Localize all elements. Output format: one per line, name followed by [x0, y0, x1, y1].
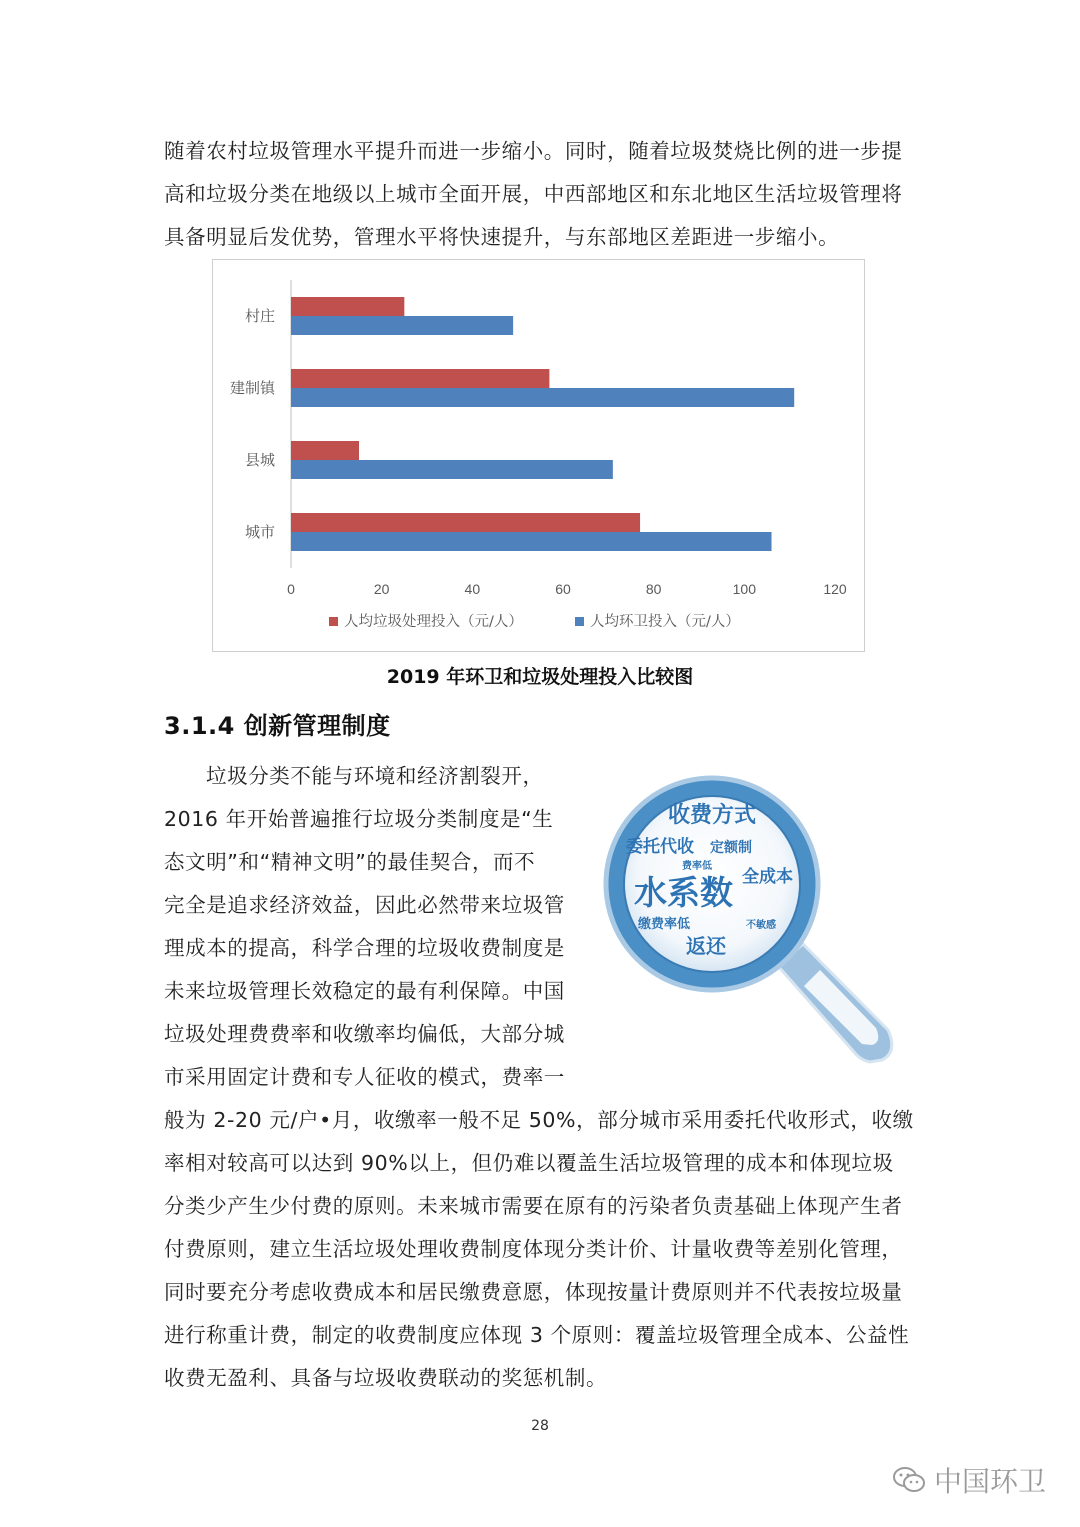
x-tick-label: 20 — [373, 581, 390, 597]
y-category-label: 建制镇 — [229, 379, 275, 397]
chart-caption: 2019 年环卫和垃圾处理投入比较图 — [386, 666, 694, 688]
text-line: 态文明”和“精神文明”的最佳契合，而不 — [164, 850, 536, 874]
bar-sanitation — [291, 460, 613, 479]
x-tick-label: 80 — [645, 581, 662, 597]
text-line: 未来垃圾管理长效稳定的最有利保障。中国 — [164, 979, 565, 1003]
legend-swatch — [575, 617, 584, 626]
bar-sanitation — [291, 532, 772, 551]
text-line: 率相对较高可以达到 90%以上，但仍难以覆盖生活垃圾管理的成本和体现垃圾 — [164, 1151, 894, 1175]
word-cloud-word: 委托代收 — [626, 837, 694, 856]
text-line: 高和垃圾分类在地级以上城市全面开展，中西部地区和东北地区生活垃圾管理将 — [164, 182, 903, 206]
bar-garbage-processing — [291, 513, 640, 532]
x-tick-label: 100 — [732, 581, 757, 597]
text-line: 完全是追求经济效益，因此必然带来垃圾管 — [164, 893, 565, 917]
text-line: 市采用固定计费和专人征收的模式，费率一 — [164, 1065, 565, 1089]
word-cloud-word: 缴费率低 — [638, 916, 691, 931]
legend-swatch — [329, 617, 338, 626]
text-line: 般为 2-20 元/户•月，收缴率一般不足 50%，部分城市采用委托代收形式，收缴 — [164, 1108, 914, 1132]
text-line: 具备明显后发优势，管理水平将快速提升，与东部地区差距进一步缩小。 — [164, 225, 840, 249]
text-line: 垃圾分类不能与环境和经济割裂开， — [206, 764, 544, 788]
bar-sanitation — [291, 388, 794, 407]
word-cloud-word: 返还 — [686, 936, 726, 958]
bar-garbage-processing — [291, 297, 404, 316]
y-category-label: 村庄 — [244, 307, 275, 325]
text-line: 进行称重计费，制定的收费制度应体现 3 个原则：覆盖垃圾管理全成本、公益性 — [164, 1323, 910, 1347]
text-line: 理成本的提高，科学合理的垃圾收费制度是 — [164, 936, 565, 960]
word-cloud-word: 水系数 — [634, 874, 733, 911]
text-line: 同时要充分考虑收费成本和居民缴费意愿，体现按量计费原则并不代表按垃圾量 — [164, 1280, 903, 1304]
x-tick-label: 40 — [464, 581, 481, 597]
wechat-icon — [892, 1465, 926, 1495]
text-line: 垃圾处理费费率和收缴率均偏低，大部分城 — [164, 1022, 565, 1046]
word-cloud-word: 不敏感 — [746, 920, 776, 931]
bar-garbage-processing — [291, 369, 549, 388]
word-cloud-word: 全成本 — [742, 867, 793, 886]
text-line: 随着农村垃圾管理水平提升而进一步缩小。同时，随着垃圾焚烧比例的进一步提 — [164, 139, 903, 163]
magnifier-illustration — [598, 760, 918, 1080]
watermark-text: 中国环卫 — [933, 1465, 1046, 1498]
intro-paragraph — [164, 130, 924, 259]
bar-sanitation — [291, 316, 513, 335]
magnifier-handle — [778, 944, 892, 1062]
text-line: 分类少产生少付费的原则。未来城市需要在原有的污染者负责基础上体现产生者 — [164, 1194, 903, 1218]
y-category-label: 城市 — [244, 523, 275, 541]
legend-label: 人均垃圾处理投入（元/人） — [344, 614, 523, 630]
x-tick-label: 0 — [287, 581, 295, 597]
bar-chart — [212, 259, 865, 652]
word-cloud-word: 定额制 — [710, 839, 752, 855]
text-line: 2016 年开始普遍推行垃圾分类制度是“生 — [164, 807, 554, 831]
word-cloud-word: 收费方式 — [667, 802, 757, 827]
bar-garbage-processing — [291, 441, 359, 460]
section-heading: 3.1.4 创新管理制度 — [164, 712, 391, 740]
bar-chart-svg — [213, 260, 864, 651]
x-tick-label: 60 — [555, 581, 571, 597]
watermark — [892, 1460, 1046, 1500]
word-cloud-word: 费率低 — [682, 861, 712, 872]
text-line: 付费原则，建立生活垃圾处理收费制度体现分类计价、计量收费等差别化管理， — [164, 1237, 903, 1261]
y-category-label: 县城 — [244, 451, 275, 469]
text-line: 收费无盈利、具备与垃圾收费联动的奖惩机制。 — [164, 1366, 608, 1390]
page-number: 28 — [531, 1418, 549, 1434]
x-tick-label: 120 — [823, 581, 847, 597]
legend-label: 人均环卫投入（元/人） — [590, 614, 740, 630]
